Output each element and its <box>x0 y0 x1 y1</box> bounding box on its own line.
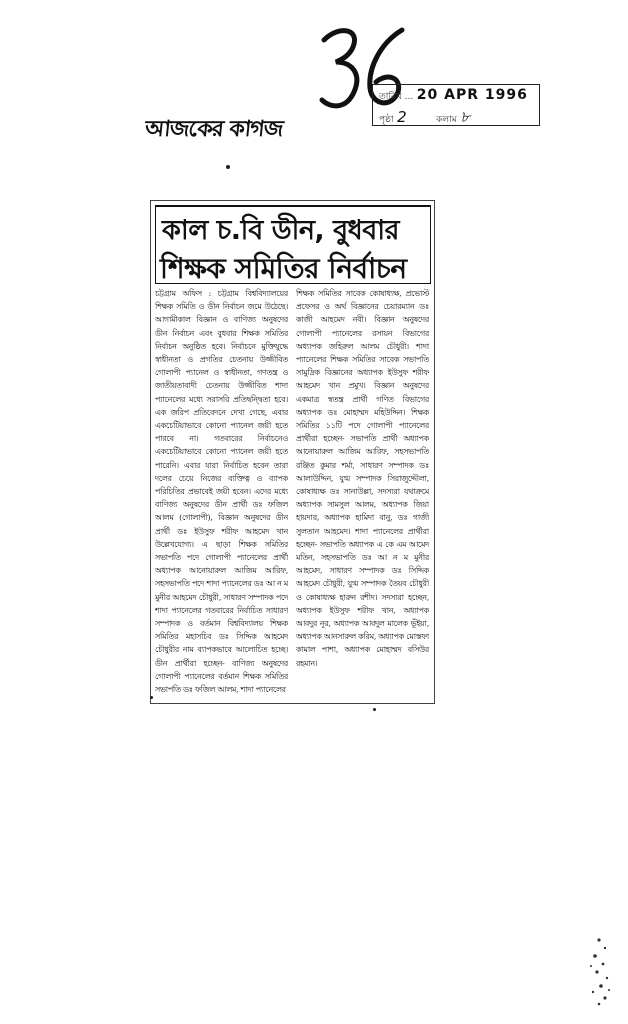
column-2-text: শিক্ষক সমিতির সাবেক কোষাধ্যক্ষ, প্রভোস্ট প্রফেসর ও অর্থ বিজ্ঞানের চেয়ারম্যান ডঃ কাজী আহমেদ নবী। বিজ্ঞান অনুষদের গোলাপী প্যানেলের রসায়ন বিভাগের অধ্যাপক জহিরুল আলম চৌধুরী। শাদা প্যানেলের শিক্ষক সমিতির সাবেক সভাপতি সামুদ্রিক বিজ্ঞানের অধ্যাপক ইউসুফ শরীফ আহমেদ খান প্রমুখ। বিজ্ঞান অনুষদের একমাত্র স্বতন্ত্র প্রার্থী গণিত বিভাগের অধ্যাপক ডঃ মোহাম্মদ মহিউদ্দিন। শিক্ষক সমিতির ১১টি পদে গোলাপী প্যানেলের প্রার্থীরা হচ্ছেন- সভাপতি প্রার্থী অধ্যাপক আনোয়ারুল আজিম আরিফ, সহসভাপতি রঞ্জিত কুমার শর্মা, সাধারণ সম্পাদক ডঃ আলাউদ্দিন, যুগ্ম সম্পাদক সিরাজুদ্দৌলা, কোষাধ্যক্ষ ডঃ সানাউল্লা, সদস্যরা যথাক্রমে অধ্যাপক সামসুল আলম, অধ্যাপক জিয়া হায়দার, অধ্যাপক হামিদা বানু, ডঃ গাজী সুলতান আহমেদ। শাদা প্যানেলের প্রার্থীরা হচ্ছেন- সভাপতি অধ্যাপক এ কে এম আমেদ মতিন, সহসভাপতি ডঃ আ ন ম মুনীর আহমেদ, সাধারণ সম্পাদক ডঃ সিদ্দিক আহমেদ চৌধুরী, যুগ্ম সম্পাদক তৈয়ব চৌধুরী ও কোষাধ্যক্ষ হারুন রশীদ। সদস্যরা হচ্ছেন, অধ্যাপক ইউসুফ শরীফ খান, অধ্যাপক আবদুর নূর, অধ্যাপক আবদুল মালেক ভূঁইয়া, অধ্যাপক আনসারুল করিম, অধ্যাপক মোস্তফা কামাল পাশা, অধ্যাপক মোহাম্মদ বসিউর রহমান। <box>296 289 429 668</box>
article-column-1 <box>155 287 288 699</box>
stamp-date-label: তারিখ ... <box>379 92 414 102</box>
headline-box <box>155 205 431 284</box>
article-column-2 <box>296 287 429 699</box>
newspaper-masthead: আজকের কাগজ <box>143 117 284 142</box>
stamp-column-value: ৮ <box>460 108 470 126</box>
date-stamp <box>372 84 540 126</box>
stamp-page-value: 2 <box>397 108 407 126</box>
article-body <box>155 287 431 699</box>
scan-speck <box>373 708 376 711</box>
headline-line-1: কাল চ.বি ডীন, বুধবার <box>162 215 399 246</box>
stamp-date-value: 20 APR 1996 <box>416 87 528 103</box>
column-1-text: চট্টগ্রাম অফিস : চট্টগ্রাম বিশ্ববিদ্যালয়ের শিক্ষক সমিতি ও ডীন নির্বাচন জমে উঠেছে। আগামীকাল বিজ্ঞান ও বাণিজ্য অনুষদের ডীন নির্বাচন এবং বুধবার শিক্ষক সমিতির নির্বাচন অনুষ্ঠিত হবে। নির্বাচনে মুক্তিযুদ্ধে স্বাধীনতা ও প্রগতির চেতনায় উজ্জীবিত গোলাপী প্যানেল ও স্বাধীনতা, গণতন্ত্র ও জাতীয়তাবাদী চেতনায় উজ্জীবিত শাদা প্যানেলের মধ্যে সরাসরি প্রতিদ্বন্দ্বিতা হবে। এক জরিপ প্রতিবেদনে দেখা গেছে, এবার একচেটিয়াভাবে কোনো প্যানেল জয়ী হতে পারবে না। গতবারের নির্বাচনেও একচেটিয়াভাবে কোনো প্যানেল জয়ী হতে পারেনি। এবার যারা নির্বাচিত হবেন তারা দলের চেয়ে নিজের ব্যক্তিত্ব ও ব্যাপক পরিচিতির প্রভাবেই জয়ী হবেন। এদের মধ্যে বাণিজ্য অনুষদের ডীন প্রার্থী ডঃ ফজিল আলম (গোলাপী), বিজ্ঞান অনুষদের ডীন প্রার্থী ডঃ ইউসুফ শরীফ আহমেদ খান উল্লেখযোগ্য। এ ছাড়া শিক্ষক সমিতির সভাপতি পদে গোলাপী প্যানেলের প্রার্থী অধ্যাপক আনোয়ারুল আজিম আরিফ, সহসভাপতি পদে শাদা প্যানেলের ডঃ আ ন ম মুনীর আহমেদ চৌধুরী, সাধারণ সম্পাদক পদে শাদা প্যানেলের গতবারের নির্বাচিত সাধারণ সম্পাদক ও বর্তমান বিশ্ববিদ্যালয় শিক্ষক সমিতির মহাসচিব ডঃ সিদ্দিক আহমেদ চৌধুরীর নাম ব্যাপকভাবে আলোচিত হচ্ছে। ডীন প্রার্থীরা হচ্ছেন- বাণিজ্য অনুষদের গোলাপী প্যানেলের বর্তমান শিক্ষক সমিতির সভাপতি ডঃ ফজিল আলম, শাদা প্যানেলের <box>155 289 288 695</box>
stamp-column-label: কলাম <box>436 115 457 125</box>
headline-line-2: শিক্ষক সমিতির নির্বাচন <box>160 252 407 285</box>
stamp-page-label: পৃষ্ঠা <box>379 115 394 125</box>
newspaper-clipping <box>150 200 435 704</box>
scan-speck <box>226 165 230 169</box>
scan-noise-corner <box>585 930 615 1010</box>
scan-speck <box>150 696 153 699</box>
